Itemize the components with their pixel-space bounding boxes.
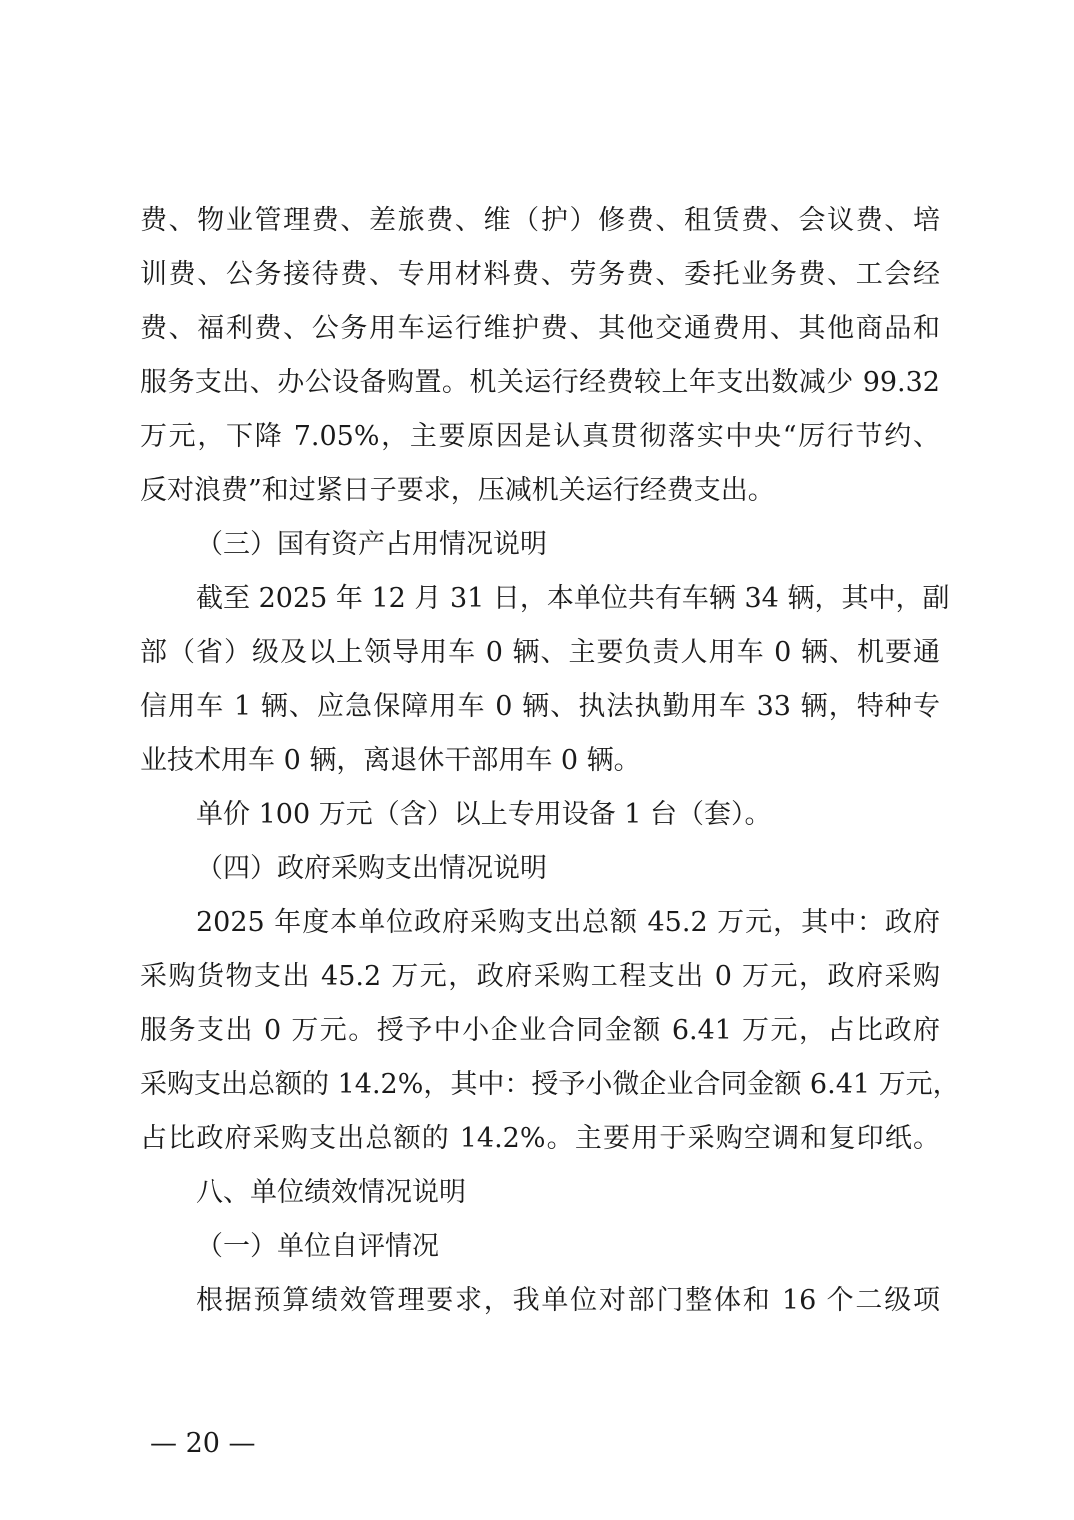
- body-text-line: 采购货物支出 45.2 万元，政府采购工程支出 0 万元，政府采购: [140, 961, 940, 992]
- body-text-line: 业技术用车 0 辆，离退休干部用车 0 辆。: [140, 745, 641, 776]
- page-number: — 20 —: [150, 1428, 256, 1459]
- section-heading: （三）国有资产占用情况说明: [196, 529, 547, 560]
- body-text-line: 万元，下降 7.05%，主要原因是认真贯彻落实中央“厉行节约、: [140, 421, 940, 452]
- body-text-line: 部（省）级及以上领导用车 0 辆、主要负责人用车 0 辆、机要通: [140, 637, 940, 668]
- section-heading: （四）政府采购支出情况说明: [196, 853, 547, 884]
- body-text-line: 反对浪费”和过紧日子要求，压减机关运行经费支出。: [140, 475, 775, 506]
- body-text-line: 信用车 1 辆、应急保障用车 0 辆、执法执勤用车 33 辆，特种专: [140, 691, 940, 722]
- body-text-line: 根据预算绩效管理要求，我单位对部门整体和 16 个二级项: [196, 1285, 940, 1316]
- body-text-line: 单价 100 万元（含）以上专用设备 1 台（套）。: [196, 799, 772, 830]
- subsection-heading: （一）单位自评情况: [196, 1231, 439, 1262]
- section-heading: 八、单位绩效情况说明: [196, 1177, 466, 1208]
- body-text-line: 服务支出、办公设备购置。机关运行经费较上年支出数减少 99.32: [140, 367, 940, 398]
- body-text-line: 服务支出 0 万元。授予中小企业合同金额 6.41 万元，占比政府: [140, 1015, 940, 1046]
- body-text-line: 训费、公务接待费、专用材料费、劳务费、委托业务费、工会经: [140, 259, 940, 290]
- body-text-line: 费、福利费、公务用车运行维护费、其他交通费用、其他商品和: [140, 313, 940, 344]
- body-text-line: 2025 年度本单位政府采购支出总额 45.2 万元，其中：政府: [196, 907, 940, 938]
- body-text-line: 截至 2025 年 12 月 31 日，本单位共有车辆 34 辆，其中，副: [196, 583, 950, 614]
- body-text-line: 采购支出总额的 14.2%，其中：授予小微企业合同金额 6.41 万元，: [140, 1069, 960, 1100]
- body-text-line: 占比政府采购支出总额的 14.2%。主要用于采购空调和复印纸。: [140, 1123, 940, 1154]
- body-text-line: 费、物业管理费、差旅费、维（护）修费、租赁费、会议费、培: [140, 205, 940, 236]
